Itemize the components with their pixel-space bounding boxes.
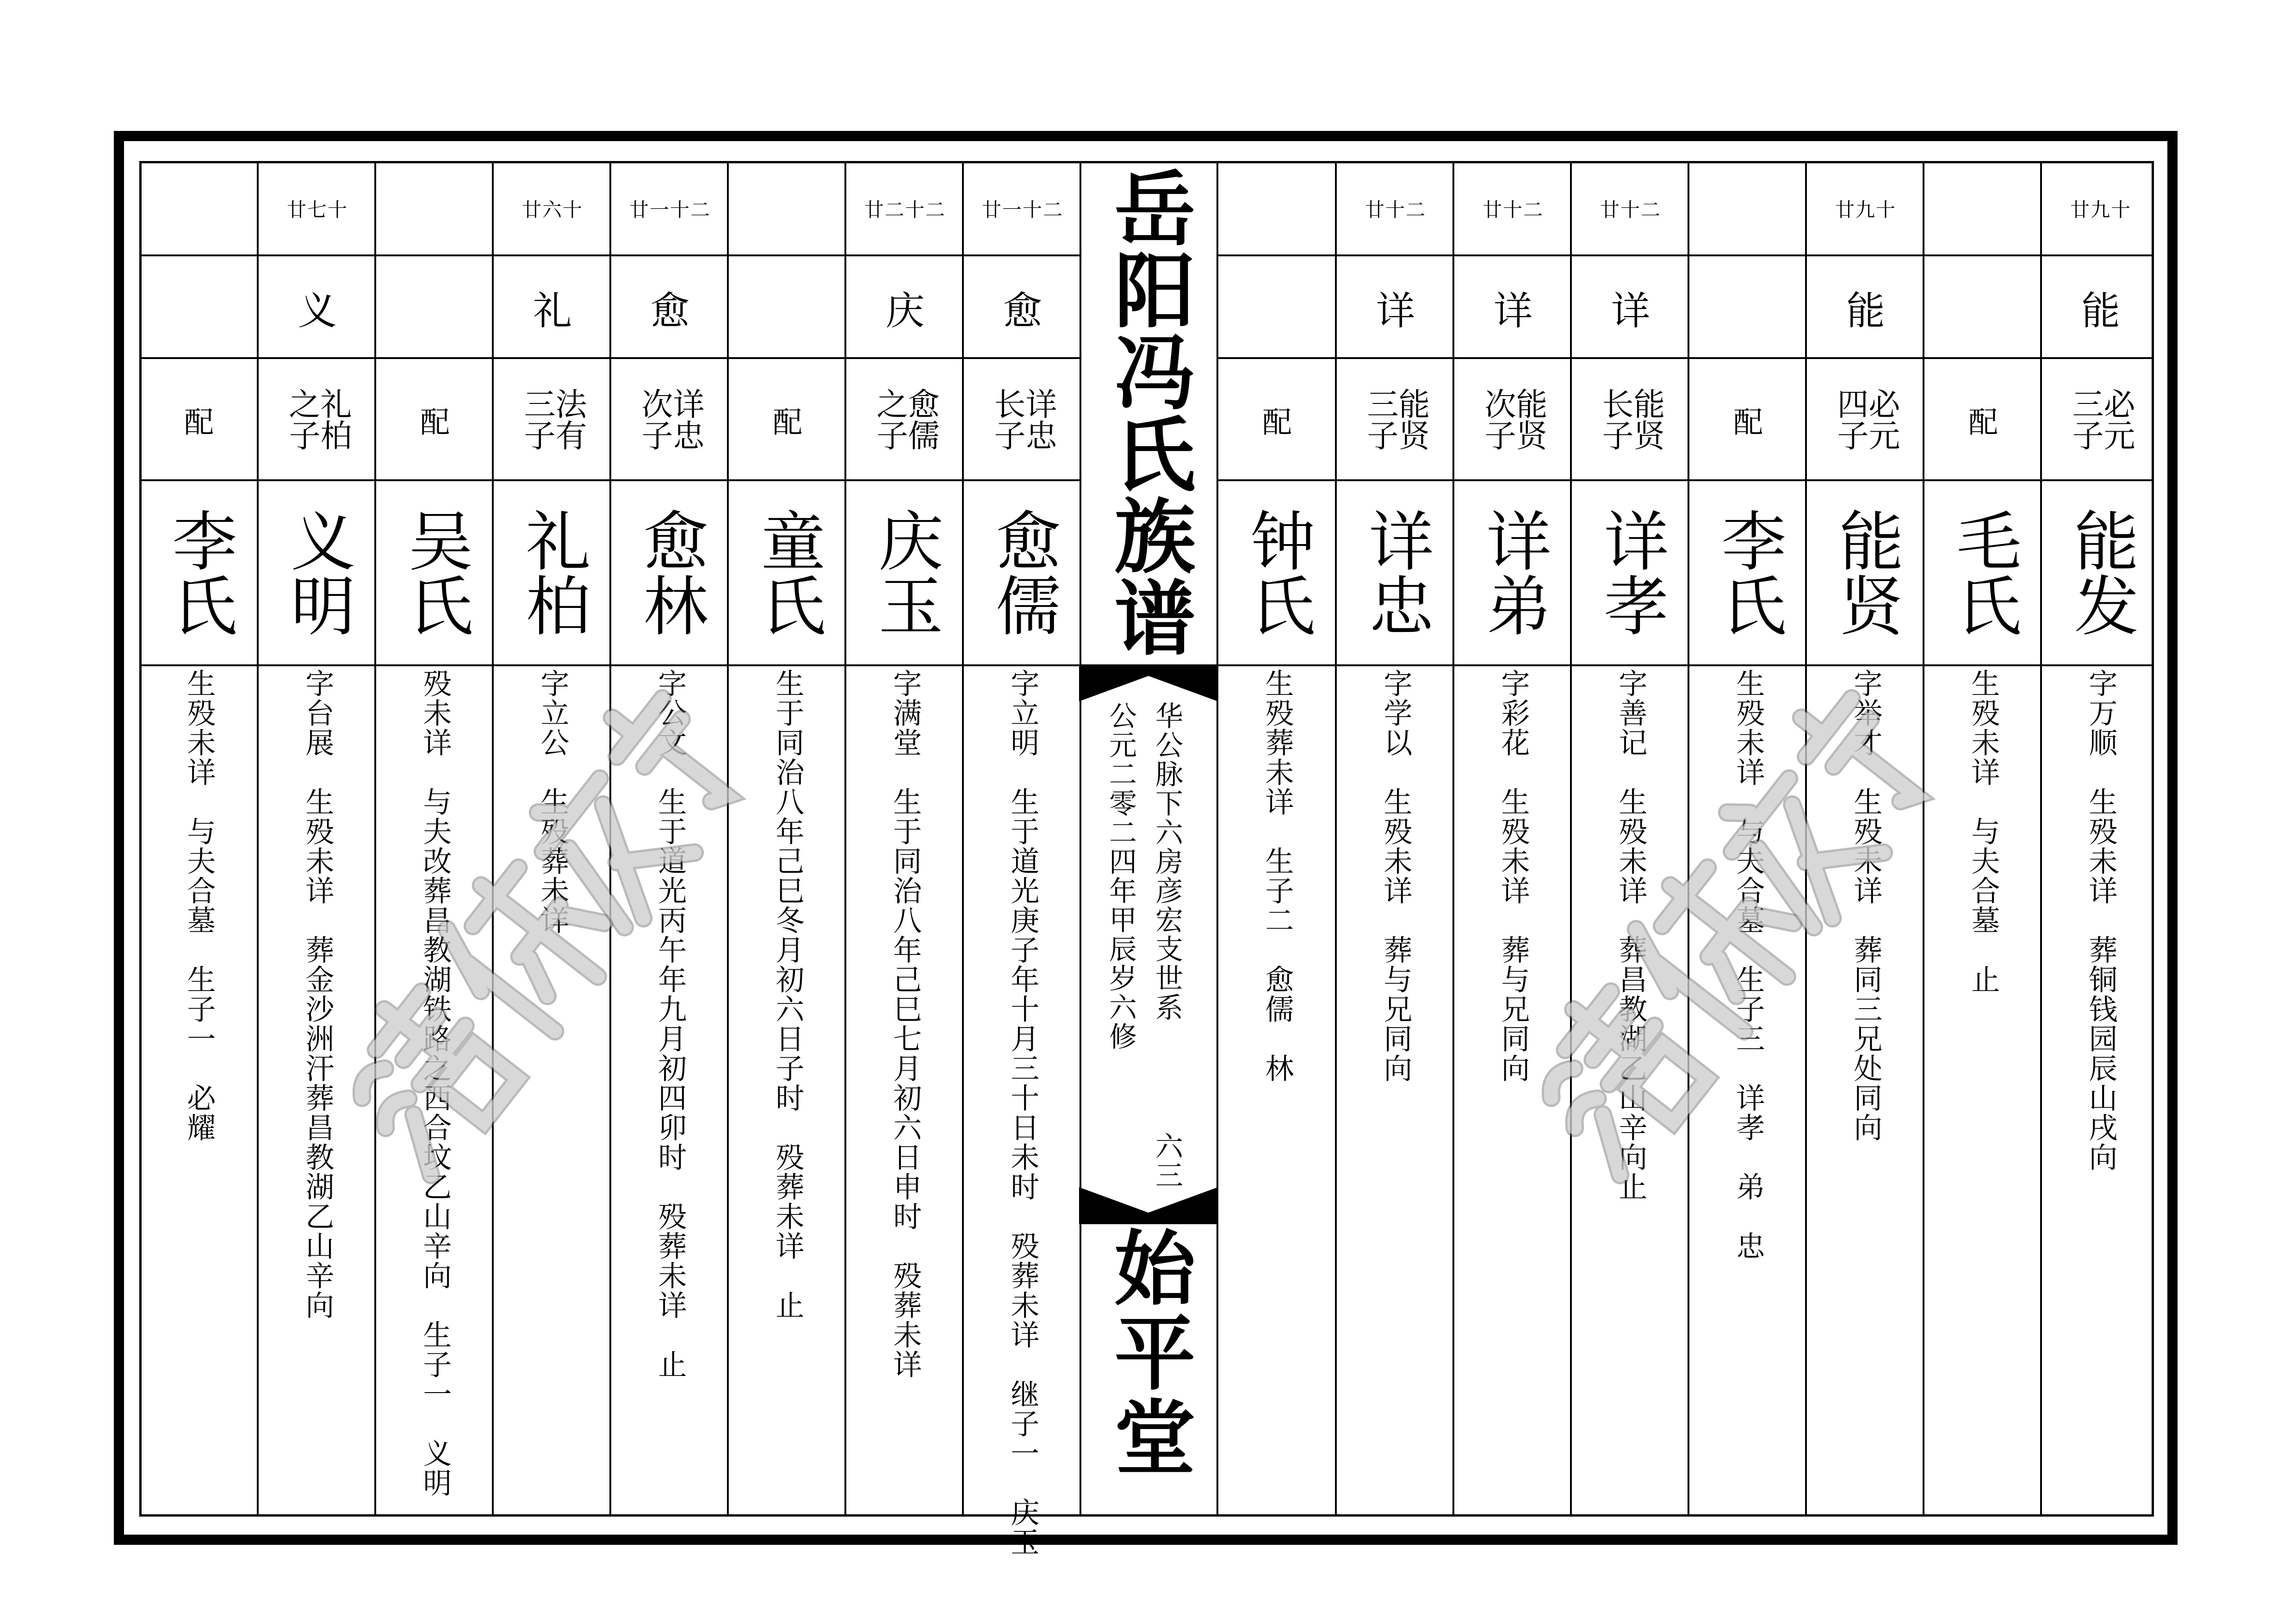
relation-cell <box>611 360 729 480</box>
relation-cell <box>259 360 376 480</box>
relation-cell <box>1454 360 1572 480</box>
biography-cell <box>846 669 964 1515</box>
person-name-cell <box>1572 482 1689 663</box>
biography-text: 字满堂 生于同治八年己巳七月初六日申时 殁葬未详 <box>888 669 922 1379</box>
generation-label: 廿一十二 <box>981 198 1063 221</box>
person-name: 愈林 <box>633 508 708 637</box>
relation-text: 愈儒之子 <box>871 388 939 451</box>
person-name: 吴氏 <box>397 508 473 637</box>
biography-cell <box>140 669 258 1515</box>
relation-cell <box>1689 360 1807 480</box>
biography-text: 字学以 生殁未详 葬与兄同向 <box>1378 669 1413 1083</box>
relation-text: 法有三子 <box>519 388 587 451</box>
biography-text: 字举才 生殁未详 葬同三兄处同向 <box>1849 669 1883 1142</box>
biography-cell <box>1689 669 1807 1515</box>
relation-cell <box>494 360 611 480</box>
relation-text: 详忠次子 <box>636 388 704 451</box>
biography-cell <box>1337 669 1454 1515</box>
relation-text: 能贤三子 <box>1362 388 1430 451</box>
generation-label <box>1218 162 1336 255</box>
relation-text: 配 <box>184 406 214 440</box>
generation-label: 廿二十二 <box>864 198 946 221</box>
biography-cell <box>376 669 494 1515</box>
relation-cell <box>1924 360 2042 480</box>
person-name: 义明 <box>280 508 355 637</box>
biography-text: 字善记 生殁未详 葬昌教湖乙山辛向止 <box>1613 669 1648 1202</box>
generation-character <box>1924 257 2042 358</box>
generation-character: 义 <box>298 288 337 334</box>
biography-text: 字立明 生于道光庚子年十月三十日未时 殁葬未详 继子一 庆玉 <box>1005 669 1040 1557</box>
biography-cell <box>729 669 846 1515</box>
relation-text: 必元三子 <box>2067 388 2135 451</box>
biography-cell <box>259 669 376 1515</box>
person-name-cell <box>376 482 494 663</box>
person-name: 礼柏 <box>515 508 590 637</box>
lineage-text: 华公脉下六房彦宏支世系 <box>1151 701 1183 1022</box>
relation-cell <box>140 360 258 480</box>
biography-cell <box>1218 669 1336 1515</box>
person-name: 庆玉 <box>868 508 943 637</box>
relation-cell <box>729 360 846 480</box>
person-name: 愈儒 <box>985 508 1061 637</box>
generation-character: 能 <box>1846 288 1885 334</box>
page-number: 六三 <box>1151 1132 1183 1190</box>
generation-character: 详 <box>1376 288 1415 334</box>
relation-cell <box>376 360 494 480</box>
person-name: 能贤 <box>1828 508 1904 637</box>
generation-character <box>376 257 494 358</box>
generation-character: 能 <box>2081 288 2120 334</box>
biography-text: 字台展 生殁未详 葬金沙洲汗葬昌教湖乙山辛向 <box>300 669 335 1320</box>
person-name: 详弟 <box>1476 508 1551 637</box>
generation-character <box>1218 257 1336 358</box>
generation-character: 详 <box>1611 288 1650 334</box>
biography-cell <box>494 669 611 1515</box>
person-name-cell <box>1807 482 1924 663</box>
relation-text: 配 <box>420 406 450 440</box>
person-name: 李氏 <box>1711 508 1786 637</box>
biography-cell <box>611 669 729 1515</box>
biography-cell <box>1924 669 2042 1515</box>
biography-text: 生于同治八年己巳冬月初六日子时 殁葬未详 止 <box>770 669 805 1320</box>
person-name: 详忠 <box>1358 508 1433 637</box>
relation-text: 配 <box>1733 406 1763 440</box>
relation-text: 配 <box>1262 406 1292 440</box>
relation-cell <box>1572 360 1689 480</box>
hall-name: 始平堂 <box>1101 1226 1196 1480</box>
generation-label: 廿十二 <box>1365 198 1426 221</box>
biography-cell <box>2042 669 2159 1515</box>
biography-text: 字公文 生于道光丙午年九月初四卯时 殁葬未详 止 <box>653 669 687 1379</box>
generation-label: 廿十二 <box>1600 198 1661 221</box>
generation-label <box>1924 162 2042 255</box>
generation-label <box>376 162 494 255</box>
relation-cell <box>1218 360 1336 480</box>
person-name: 李氏 <box>161 508 237 637</box>
person-name-cell <box>259 482 376 663</box>
biography-text: 字万顺 生殁未详 葬铜钱园辰山戌向 <box>2084 669 2118 1172</box>
biography-cell <box>1454 669 1572 1515</box>
person-name: 钟氏 <box>1240 508 1315 637</box>
relation-text: 能贤次子 <box>1479 388 1547 451</box>
generation-label <box>729 162 846 255</box>
biography-text: 殁未详 与夫改葬昌教湖铁路之西合坟乙山辛向 生子一 义明 <box>418 669 452 1498</box>
relation-text: 配 <box>773 406 802 440</box>
biography-text: 生殁未详 与夫合墓 生子三 详孝 弟 忠 <box>1731 669 1765 1261</box>
generation-label: 廿一十二 <box>629 198 711 221</box>
generation-character <box>729 257 846 358</box>
biography-text: 字立公 生殁葬未详 <box>535 669 570 935</box>
relation-text: 配 <box>1968 406 1998 440</box>
generation-character: 愈 <box>1003 288 1042 334</box>
person-name-cell <box>140 482 258 663</box>
biography-text: 字彩花 生殁未详 葬与兄同向 <box>1496 669 1530 1083</box>
biography-cell <box>1807 669 1924 1515</box>
generation-label <box>140 162 258 255</box>
relation-text: 能贤长子 <box>1597 388 1665 451</box>
generation-character <box>1689 257 1807 358</box>
relation-cell <box>2042 360 2159 480</box>
person-name: 毛氏 <box>1946 508 2021 637</box>
person-name: 详孝 <box>1593 508 1669 637</box>
generation-label: 廿九十 <box>2070 198 2131 221</box>
person-name-cell <box>611 482 729 663</box>
biography-cell <box>964 669 1081 1557</box>
edition-text: 公元二零二四年甲辰岁六修 <box>1105 701 1137 1051</box>
person-name-cell <box>494 482 611 663</box>
fishtail-marks <box>1079 664 1218 1224</box>
relation-cell <box>1337 360 1454 480</box>
person-name-cell <box>846 482 964 663</box>
generation-label: 廿六十 <box>521 198 583 221</box>
person-name: 能发 <box>2063 508 2139 637</box>
biography-cell <box>1572 669 1689 1515</box>
spine-band <box>1079 664 1218 1224</box>
generation-character: 庆 <box>885 288 925 334</box>
biography-text: 生殁未详 与夫合墓 生子一 必耀 <box>182 669 216 1142</box>
generation-label: 廿九十 <box>1835 198 1896 221</box>
biography-text: 生殁未详 与夫合墓 止 <box>1966 669 2000 994</box>
generation-character: 详 <box>1493 288 1533 334</box>
relation-text: 礼柏之子 <box>284 388 352 451</box>
row-divider <box>1217 664 2153 666</box>
person-name-cell <box>1924 482 2042 663</box>
person-name-cell <box>964 482 1081 663</box>
person-name-cell <box>1337 482 1454 663</box>
relation-text: 必元四子 <box>1832 388 1900 451</box>
person-name: 童氏 <box>750 508 825 637</box>
generation-label: 廿七十 <box>286 198 348 221</box>
person-name-cell <box>1689 482 1807 663</box>
relation-cell <box>1807 360 1924 480</box>
person-name-cell <box>2042 482 2159 663</box>
generation-character <box>140 257 258 358</box>
person-name-cell <box>1454 482 1572 663</box>
generation-label: 廿十二 <box>1482 198 1544 221</box>
person-name-cell <box>729 482 846 663</box>
row-divider <box>140 664 1080 666</box>
generation-character: 愈 <box>650 288 689 334</box>
relation-cell <box>964 360 1081 480</box>
relation-cell <box>846 360 964 480</box>
generation-label <box>1689 162 1807 255</box>
generation-character: 礼 <box>533 288 572 334</box>
biography-text: 生殁葬未详 生子二 愈儒 林 <box>1260 669 1294 1083</box>
relation-text: 详忠长子 <box>989 388 1057 451</box>
book-title: 岳阳冯氏族谱 <box>1101 167 1196 658</box>
person-name-cell <box>1218 482 1336 663</box>
